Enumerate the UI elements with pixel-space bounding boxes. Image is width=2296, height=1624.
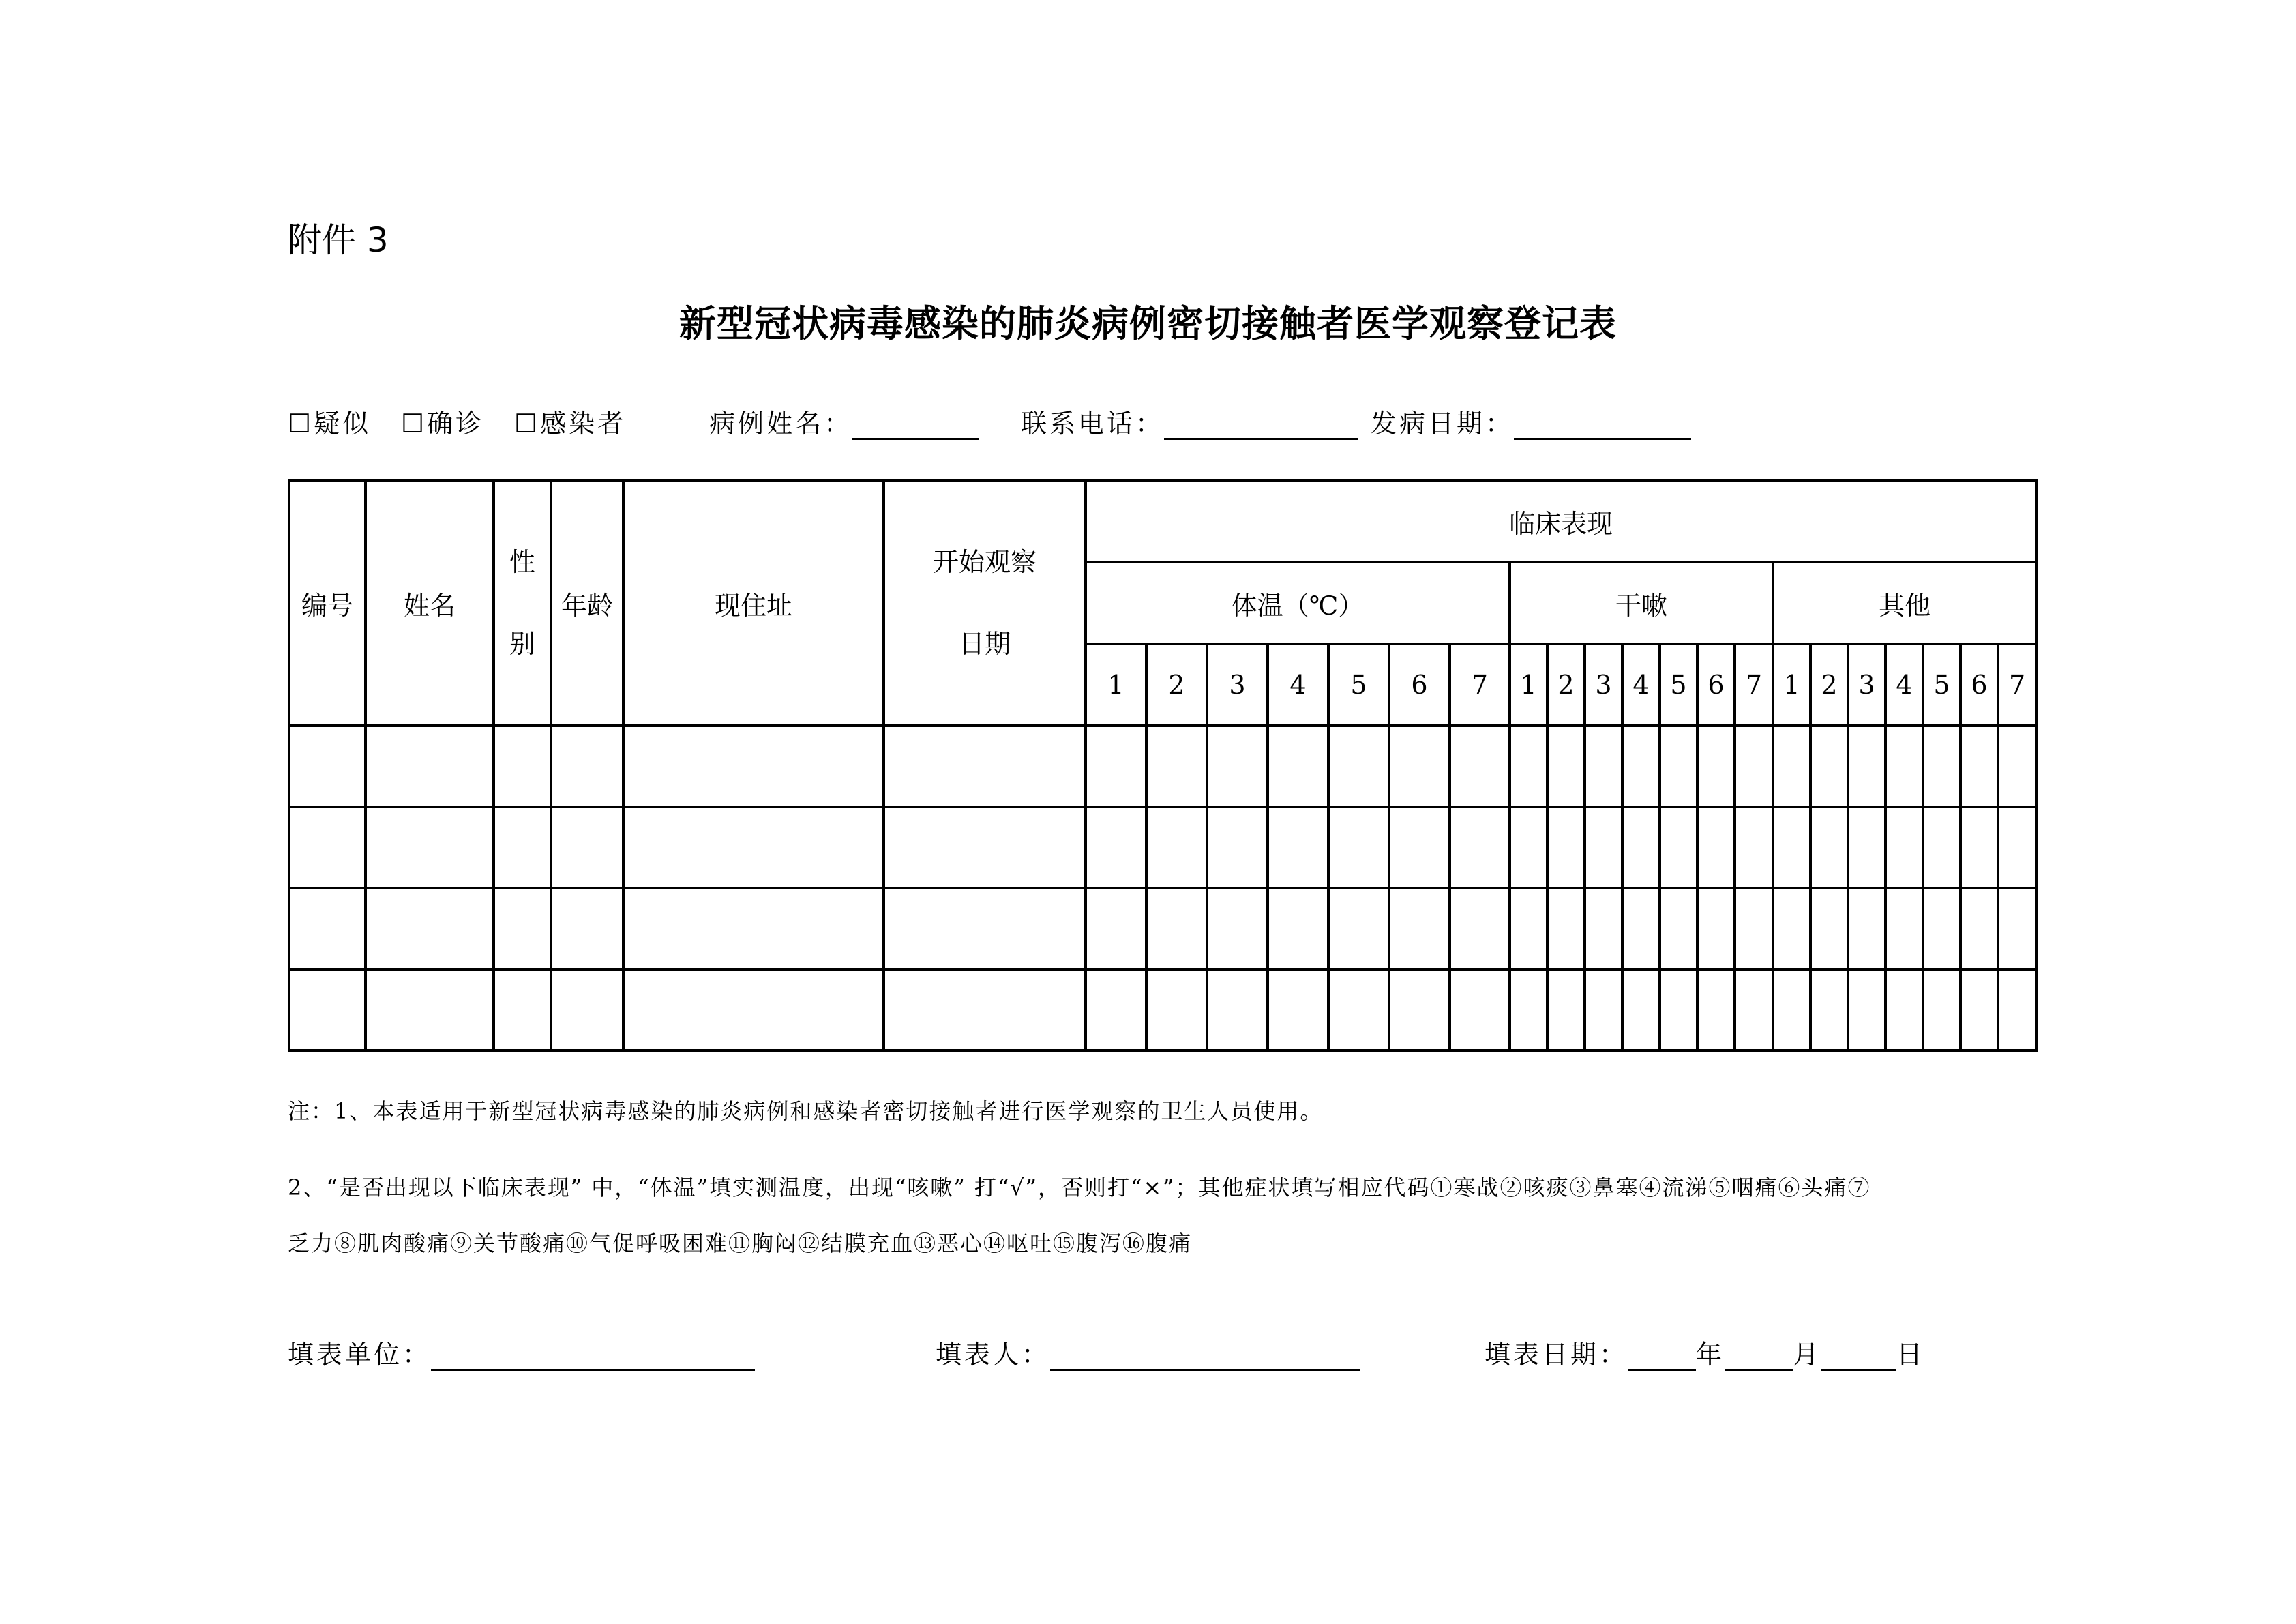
table-cell[interactable] <box>1885 807 1923 888</box>
table-cell[interactable] <box>1660 726 1697 807</box>
table-cell[interactable] <box>1389 807 1450 888</box>
table-cell[interactable] <box>1268 888 1328 969</box>
fill-month-input-line[interactable] <box>1725 1342 1793 1371</box>
table-cell[interactable] <box>1547 807 1585 888</box>
header-cough: 干嗽 <box>1510 562 1773 644</box>
attachment-label: 附件 3 <box>288 220 389 260</box>
header-start-date <box>884 480 1086 726</box>
table-cell[interactable] <box>1885 888 1923 969</box>
case-type-label: 疑似 <box>314 409 372 439</box>
header-address: 现住址 <box>623 480 884 726</box>
table-cell[interactable] <box>1885 969 1923 1050</box>
header-clinical: 临床表现 <box>1086 480 2036 562</box>
day-header-temp-4: 4 <box>1268 644 1328 726</box>
table-cell[interactable] <box>1622 888 1660 969</box>
header-other: 其他 <box>1773 562 2036 644</box>
table-cell[interactable] <box>1960 888 1998 969</box>
table-cell[interactable] <box>1585 726 1622 807</box>
page-title: 新型冠状病毒感染的肺炎病例密切接触者医学观察登记表 <box>679 302 1617 345</box>
table-cell[interactable] <box>366 888 494 969</box>
table-cell[interactable] <box>1389 969 1450 1050</box>
table-cell[interactable] <box>1547 969 1585 1050</box>
checkbox-icon[interactable]: ☐ <box>288 409 314 439</box>
header-name: 姓名 <box>366 480 494 726</box>
table-cell[interactable] <box>1450 726 1510 807</box>
header-start-top: 开始观察 <box>932 547 1037 577</box>
note-line-1: 注：1、本表适用于新型冠状病毒感染的肺炎病例和感染者密切接触者进行医学观察的卫生人员使用。 <box>288 1098 1324 1124</box>
fill-unit-field[interactable] <box>288 1333 755 1371</box>
table-cell[interactable] <box>1697 969 1735 1050</box>
table-cell[interactable] <box>1146 807 1207 888</box>
table-cell[interactable] <box>1923 726 1960 807</box>
day-header-other-4: 4 <box>1885 644 1923 726</box>
table-cell[interactable] <box>1923 969 1960 1050</box>
table-cell[interactable] <box>1086 969 1146 1050</box>
table-cell[interactable] <box>1450 807 1510 888</box>
fill-unit-label: 填表单位： <box>288 1340 432 1370</box>
table-cell[interactable] <box>1389 726 1450 807</box>
table-cell[interactable] <box>1810 888 1848 969</box>
table-cell[interactable] <box>884 969 1086 1050</box>
table-cell[interactable] <box>1389 888 1450 969</box>
table-cell[interactable] <box>1547 726 1585 807</box>
table-cell[interactable] <box>494 807 551 888</box>
case-type-confirmed[interactable] <box>401 402 484 440</box>
day-header-cough-7: 7 <box>1735 644 1773 726</box>
table-cell[interactable] <box>1848 969 1885 1050</box>
table-cell[interactable] <box>366 807 494 888</box>
table-cell[interactable] <box>1848 888 1885 969</box>
case-type-label: 感染者 <box>540 409 627 439</box>
table-cell[interactable] <box>1998 726 2036 807</box>
table-cell[interactable] <box>1510 807 1547 888</box>
table-cell[interactable] <box>1735 969 1773 1050</box>
table-row <box>289 807 2036 888</box>
table-cell[interactable] <box>1510 969 1547 1050</box>
table-cell[interactable] <box>1328 807 1389 888</box>
case-type-suspected[interactable] <box>288 402 371 440</box>
month-label: 月 <box>1793 1340 1822 1370</box>
table-cell[interactable] <box>623 969 884 1050</box>
day-header-temp-1: 1 <box>1086 644 1146 726</box>
observation-table <box>288 479 2038 1052</box>
table-cell[interactable] <box>289 888 366 969</box>
table-cell[interactable] <box>1848 726 1885 807</box>
day-header-other-1: 1 <box>1773 644 1810 726</box>
note-line-2: 2、“是否出现以下临床表现” 中，“体温”填实测温度，出现“咳嗽” 打“√”，否则打“×”；其他症状填写相应代码①寒战②咳痰③鼻塞④流涕⑤咽痛⑥头痛⑦ <box>288 1175 1871 1200</box>
table-cell[interactable] <box>1810 807 1848 888</box>
table-cell[interactable] <box>494 888 551 969</box>
table-cell[interactable] <box>1697 888 1735 969</box>
day-header-cough-4: 4 <box>1622 644 1660 726</box>
table-cell[interactable] <box>1960 807 1998 888</box>
day-header-cough-3: 3 <box>1585 644 1622 726</box>
table-cell[interactable] <box>1086 807 1146 888</box>
table-row <box>289 888 2036 969</box>
table-cell[interactable] <box>494 969 551 1050</box>
table-cell[interactable] <box>551 888 623 969</box>
table-cell[interactable] <box>1773 969 1810 1050</box>
table-cell[interactable] <box>884 888 1086 969</box>
fill-day-input-line[interactable] <box>1821 1342 1896 1371</box>
table-cell[interactable] <box>1923 888 1960 969</box>
day-header-other-3: 3 <box>1848 644 1885 726</box>
table-cell[interactable] <box>1810 726 1848 807</box>
table-cell[interactable] <box>623 807 884 888</box>
table-cell[interactable] <box>289 807 366 888</box>
table-cell[interactable] <box>1848 807 1885 888</box>
table-cell[interactable] <box>1960 726 1998 807</box>
table-cell[interactable] <box>1146 969 1207 1050</box>
table-cell[interactable] <box>1622 807 1660 888</box>
phone-field[interactable] <box>1021 402 1358 440</box>
table-cell[interactable] <box>1773 807 1810 888</box>
day-header-other-2: 2 <box>1810 644 1848 726</box>
table-cell[interactable] <box>1207 888 1268 969</box>
checkbox-icon[interactable]: ☐ <box>401 409 428 439</box>
table-cell[interactable] <box>366 726 494 807</box>
header-age: 年龄 <box>551 480 623 726</box>
day-header-other-7: 7 <box>1998 644 2036 726</box>
fill-person-input-line[interactable] <box>1050 1342 1360 1371</box>
table-cell[interactable] <box>1268 726 1328 807</box>
table-cell[interactable] <box>1207 969 1268 1050</box>
onset-date-field[interactable] <box>1371 402 1691 440</box>
table-cell[interactable] <box>551 726 623 807</box>
table-cell[interactable] <box>551 807 623 888</box>
table-cell[interactable] <box>1960 969 1998 1050</box>
table-cell[interactable] <box>623 888 884 969</box>
table-cell[interactable] <box>1585 888 1622 969</box>
header-temperature: 体温（℃） <box>1086 562 1510 644</box>
table-cell[interactable] <box>1086 888 1146 969</box>
table-cell[interactable] <box>884 726 1086 807</box>
table-cell[interactable] <box>1450 969 1510 1050</box>
fill-date-field[interactable] <box>1485 1333 1925 1371</box>
day-header-temp-2: 2 <box>1146 644 1207 726</box>
day-header-temp-7: 7 <box>1450 644 1510 726</box>
table-cell[interactable] <box>1268 969 1328 1050</box>
day-header-cough-6: 6 <box>1697 644 1735 726</box>
fill-year-input-line[interactable] <box>1628 1342 1696 1371</box>
table-cell[interactable] <box>494 726 551 807</box>
table-cell[interactable] <box>1660 969 1697 1050</box>
header-sex-bottom: 别 <box>509 629 535 659</box>
table-cell[interactable] <box>1660 807 1697 888</box>
fill-person-label: 填表人： <box>936 1340 1051 1370</box>
header-id: 编号 <box>289 480 366 726</box>
day-header-temp-6: 6 <box>1389 644 1450 726</box>
day-header-other-6: 6 <box>1960 644 1998 726</box>
onset-date-input-line[interactable] <box>1514 411 1691 440</box>
table-cell[interactable] <box>1146 888 1207 969</box>
table-cell[interactable] <box>1547 888 1585 969</box>
table-cell[interactable] <box>623 726 884 807</box>
table-cell[interactable] <box>1328 969 1389 1050</box>
fill-date-label: 填表日期： <box>1485 1340 1628 1370</box>
case-name-field[interactable] <box>709 402 979 440</box>
table-cell[interactable] <box>1328 726 1389 807</box>
table-cell[interactable] <box>1885 726 1923 807</box>
table-cell[interactable] <box>1697 807 1735 888</box>
table-cell[interactable] <box>1510 726 1547 807</box>
table-cell[interactable] <box>1735 888 1773 969</box>
table-cell[interactable] <box>1207 726 1268 807</box>
onset-date-label: 发病日期： <box>1371 409 1515 439</box>
table-cell[interactable] <box>1697 726 1735 807</box>
table-cell[interactable] <box>1146 726 1207 807</box>
checkbox-icon[interactable]: ☐ <box>514 409 541 439</box>
header-start-bottom: 日期 <box>958 629 1011 659</box>
table-cell[interactable] <box>1510 888 1547 969</box>
phone-label: 联系电话： <box>1021 409 1165 439</box>
table-cell[interactable] <box>289 726 366 807</box>
fill-unit-input-line[interactable] <box>431 1342 755 1371</box>
table-cell[interactable] <box>1998 807 2036 888</box>
table-cell[interactable] <box>1773 726 1810 807</box>
table-cell[interactable] <box>1207 807 1268 888</box>
day-header-cough-2: 2 <box>1547 644 1585 726</box>
table-cell[interactable] <box>1773 888 1810 969</box>
year-label: 年 <box>1696 1340 1725 1370</box>
case-type-label: 确诊 <box>427 409 485 439</box>
phone-input-line[interactable] <box>1164 411 1358 440</box>
table-cell[interactable] <box>1923 807 1960 888</box>
day-header-temp-3: 3 <box>1207 644 1268 726</box>
table-cell[interactable] <box>289 969 366 1050</box>
case-type-infected[interactable] <box>514 402 626 440</box>
table-cell[interactable] <box>1735 726 1773 807</box>
table-cell[interactable] <box>1086 726 1146 807</box>
day-header-cough-1: 1 <box>1510 644 1547 726</box>
table-cell[interactable] <box>1268 807 1328 888</box>
table-cell[interactable] <box>1585 969 1622 1050</box>
table-cell[interactable] <box>1998 888 2036 969</box>
table-cell[interactable] <box>366 969 494 1050</box>
table-cell[interactable] <box>1810 969 1848 1050</box>
fill-person-field[interactable] <box>936 1333 1360 1371</box>
table-cell[interactable] <box>1660 888 1697 969</box>
header-sex <box>494 480 551 726</box>
day-header-temp-5: 5 <box>1328 644 1389 726</box>
table-cell[interactable] <box>1622 969 1660 1050</box>
case-name-label: 病例姓名： <box>709 409 853 439</box>
table-cell[interactable] <box>551 969 623 1050</box>
day-header-cough-5: 5 <box>1660 644 1697 726</box>
table-cell[interactable] <box>1622 726 1660 807</box>
table-cell[interactable] <box>1450 888 1510 969</box>
header-sex-top: 性 <box>509 547 535 577</box>
day-label: 日 <box>1896 1340 1926 1370</box>
day-header-other-5: 5 <box>1923 644 1960 726</box>
note-line-3: 乏力⑧肌肉酸痛⑨关节酸痛⑩气促呼吸困难⑪胸闷⑫结膜充血⑬恶心⑭呕吐⑮腹泻⑯腹痛 <box>288 1230 1193 1256</box>
table-row <box>289 726 2036 807</box>
table-cell[interactable] <box>1328 888 1389 969</box>
table-cell[interactable] <box>1735 807 1773 888</box>
table-cell[interactable] <box>1998 969 2036 1050</box>
table-row <box>289 969 2036 1050</box>
table-cell[interactable] <box>1585 807 1622 888</box>
table-cell[interactable] <box>884 807 1086 888</box>
case-name-input-line[interactable] <box>852 411 979 440</box>
